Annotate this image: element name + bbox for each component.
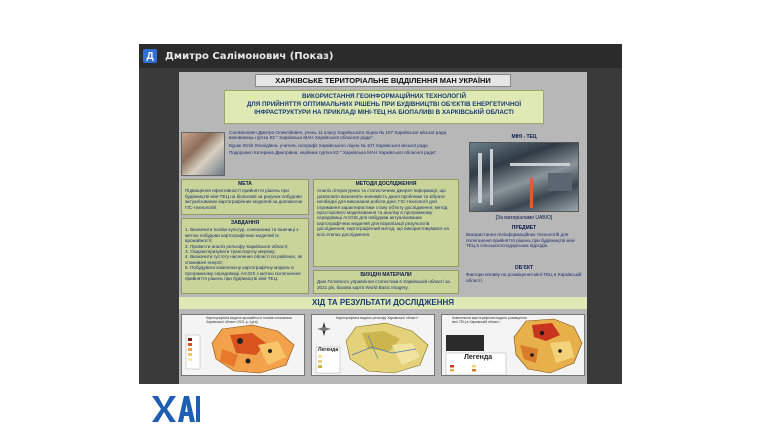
mini-tec-heading: МІНІ - ТЕЦ — [511, 134, 537, 140]
methods-text: Аналіз літературних та статистичних джерел інформації, що дозволило визначити значимість даної проблеми та зібрати необхідні для виконання роботи дані; ГІС-технології для отримання характеристики стану об'єкту дослідження; метод просторового моделювання та аналізу в програмному середовищі ArcGIS для побудови актуалізованих картографічних моделей для візуалізації результатів дослідження; картографічний метод, що використовувався на всіх етапах дослідження. — [317, 188, 449, 237]
authors-block — [229, 130, 461, 156]
subject-panel — [463, 224, 585, 260]
window-title: Дмитро Салімонович (Показ) — [165, 50, 334, 62]
teams-share-icon: Д — [143, 49, 157, 63]
tasks-panel — [181, 218, 309, 294]
task-item: 4. Визначити густоту населення області по районах, як споживачі енергії; — [185, 254, 302, 265]
source-materials-text: Дані Головного управління статистики в Харківській області за 2021 рік, базова карта World Basic Imagery. — [317, 279, 450, 290]
author-line: Подорожко Катерина Дмитрівна, керівник гуртка КЗ " Харківська МАН Харківської обласної ради". — [229, 150, 438, 156]
methods-heading: МЕТОДИ ДОСЛІДЖЕННЯ — [355, 181, 417, 187]
subject-heading: ПРЕДМЕТ — [511, 225, 537, 231]
object-heading: ОБ'ЄКТ — [514, 265, 534, 271]
screen-share-window — [139, 44, 622, 384]
tasks-heading: ЗАВДАННЯ — [230, 220, 260, 226]
task-item: 5. Побудувати комплексну картографічну модель в програмному середовищі ArcGIS з метою полегшення прийняття рішень при будівництві міні-ТЕЦ. — [185, 265, 301, 282]
methods-panel — [313, 179, 459, 267]
map-caption: Картографічна модель рельєфу Харківської області — [336, 316, 418, 320]
meta-text: Підвищення ефективності прийняття рішень при будівництві міні-ТЕЦ на біопаливі за рахунок побудови актуалізованих картографічних моделей за допомогою ГІС-технологій. — [185, 188, 303, 210]
map-caption: Картографічна модель врожайності посівів соняшника Харківської області 2021 р. (ц/га) — [206, 316, 292, 324]
subject-text: Використання геоінформаційних технологій для полегшення прийняття рішень при будівництві міні-ТЕЦ в сільськогосподарських відходів. — [466, 232, 576, 249]
lab-photo — [181, 132, 225, 176]
meta-panel — [181, 179, 309, 215]
object-panel — [463, 264, 585, 294]
task-item: 3. Охарактеризувати транспортну мережу; — [185, 249, 276, 255]
map-complex — [441, 314, 585, 376]
source-materials-panel — [313, 270, 459, 294]
task-item: 1. Визначити посіви культур, сонешника та пшениці з метою побудови картографічних моделей їх врожайності; — [185, 227, 299, 244]
khai-logo — [152, 394, 200, 424]
object-text: Фактори впливу на розміщення міні-ТЕЦ в Харківській області. — [466, 272, 582, 283]
map-sunflower — [181, 314, 305, 376]
author-line: Салімонович Дмитро Олексійович, учень 11 класу Харківського ліцею № 107 Харківської міської ради, вихованець гуртка КЗ " Харківська МАН Харківської обласної ради". — [229, 130, 448, 141]
poster — [179, 72, 587, 384]
map-legend-title: Легенда — [464, 354, 493, 361]
mini-tec-photo — [469, 142, 579, 212]
mini-tec-source: [За матеріалами UABIO] — [495, 215, 553, 221]
meta-heading: МЕТА — [238, 181, 252, 187]
map-relief-graphic — [312, 315, 435, 376]
poster-banner: ХАРКІВСЬКЕ ТЕРИТОРІАЛЬНЕ ВІДДІЛЕННЯ МАН УКРАЇНИ — [255, 74, 511, 87]
task-item: 2. Провести аналіз рельєфу Харківської області; — [185, 243, 289, 249]
map-complex-graphic — [442, 315, 585, 376]
results-heading: ХІД ТА РЕЗУЛЬТАТИ ДОСЛІДЖЕННЯ — [179, 297, 587, 309]
map-caption: Комплексна картографічна модель розміщення міні-ТЕЦ в Харківській області — [452, 316, 527, 324]
map-relief — [311, 314, 435, 376]
poster-title-line: ІНФРАСТРУКТУРИ НА ПРИКЛАДІ МІНІ-ТЕЦ НА БІОПАЛИВІ В ХАРКІВСЬКІЙ ОБЛАСТІ — [254, 108, 514, 116]
window-titlebar — [139, 44, 622, 68]
poster-title-line: ДЛЯ ПРИЙНЯТТЯ ОПТИМАЛЬНИХ РІШЕНЬ ПРИ БУДІВНИЦТВІ ОБ'ЄКТІВ ЕНЕРГЕТИЧНОЇ — [246, 100, 522, 108]
author-line: Бурак Юлія Леонідівна, учитель географії Харківського ліцею № 107 Харківської міської ради — [229, 142, 428, 148]
map-sunflower-graphic — [182, 315, 305, 376]
poster-title-line: ВИКОРИСТАННЯ ГЕОІНФОРМАЦІЙНИХ ТЕХНОЛОГІЙ — [301, 93, 467, 100]
map-legend-title: Легенда — [318, 347, 339, 353]
poster-title — [224, 90, 544, 124]
source-materials-heading: ВИХІДНІ МАТЕРІАЛИ — [360, 272, 412, 278]
